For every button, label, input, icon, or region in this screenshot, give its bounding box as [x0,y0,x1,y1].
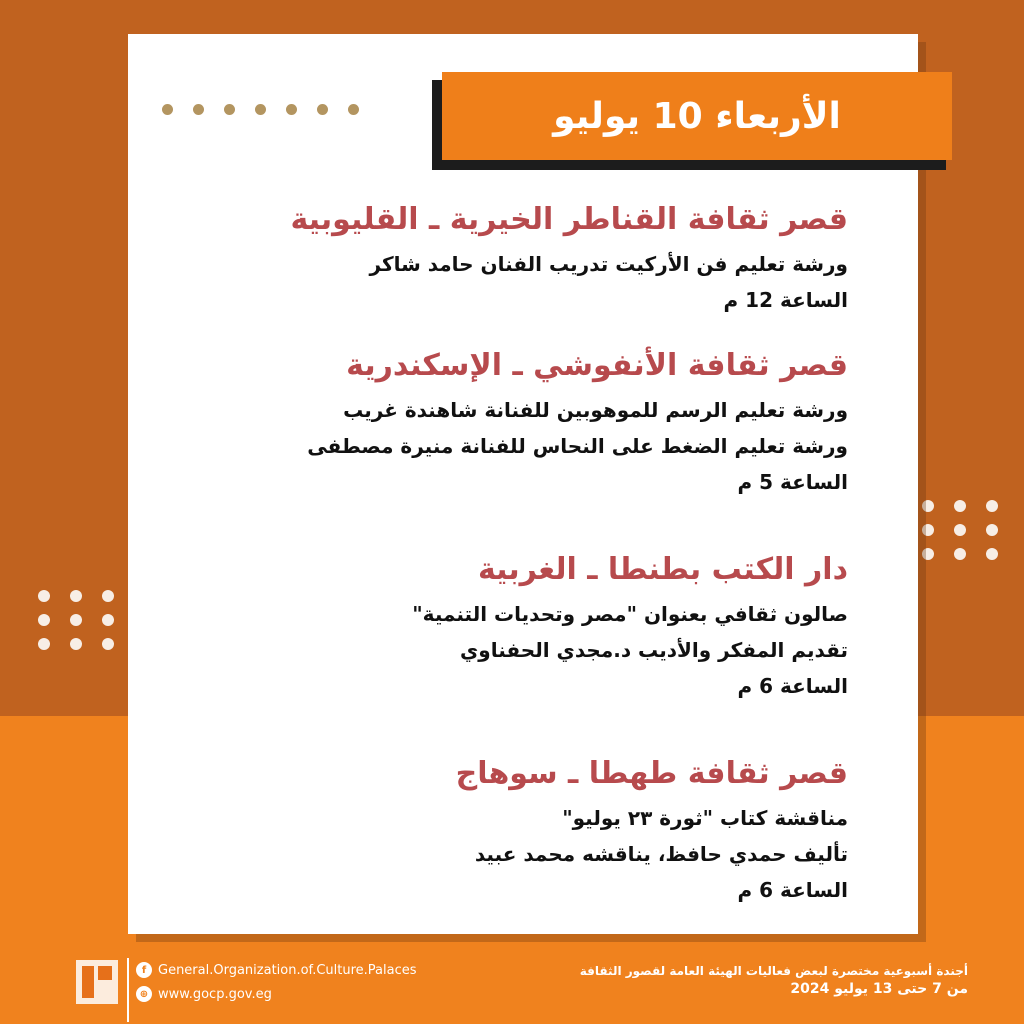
event-venue: قصر ثقافة طهطا ـ سوهاج [455,756,848,791]
event-detail: تقديم المفكر والأديب د.مجدي الحفناوي [459,638,848,662]
decorative-dots-top [162,104,359,115]
website-label: www.gocp.gov.eg [158,986,272,1002]
facebook-link[interactable] [136,962,417,978]
event-detail: ورشة تعليم الضغط على النحاس للفنانة منيرة مصطفى [307,434,848,458]
event-time: الساعة 6 م [737,674,848,698]
event-section [307,346,848,500]
agenda-caption [580,962,968,998]
facebook-icon: f [136,962,152,978]
banner-title: الأربعاء 10 يوليو [553,95,841,137]
event-section [456,754,848,908]
event-detail: تأليف حمدي حافظ، يناقشه محمد عبيد [474,842,848,866]
event-detail: ورشة تعليم فن الأركيت تدريب الفنان حامد شاكر [369,252,848,276]
decorative-dots-left [38,590,114,650]
agenda-dates: من 7 حتى 13 يوليو 2024 [790,981,968,997]
event-detail: ورشة تعليم الرسم للموهوبين للفنانة شاهندة غريب [343,398,848,422]
event-time: الساعة 6 م [737,878,848,902]
event-section [412,550,848,704]
footer-divider [127,958,129,1022]
event-time: الساعة 12 م [723,288,848,312]
facebook-label: General.Organization.of.Culture.Palaces [158,962,417,978]
decorative-dots-right [922,500,998,560]
event-venue: قصر ثقافة القناطر الخيرية ـ القليوبية [290,202,848,237]
date-banner [442,72,952,160]
event-section [290,200,848,318]
event-time: الساعة 5 م [737,470,848,494]
globe-icon: ⊕ [136,986,152,1002]
event-detail: صالون ثقافي بعنوان "مصر وتحديات التنمية" [412,602,848,626]
organization-logo [76,960,118,1004]
event-venue: قصر ثقافة الأنفوشي ـ الإسكندرية [346,348,848,383]
website-link[interactable] [136,986,272,1002]
event-detail: مناقشة كتاب "ثورة ٢٣ يوليو" [562,806,848,830]
event-venue: دار الكتب بطنطا ـ الغربية [477,552,848,587]
agenda-title: أجندة أسبوعية مختصرة لبعض فعاليات الهيئة العامة لقصور الثقافة [579,964,968,978]
